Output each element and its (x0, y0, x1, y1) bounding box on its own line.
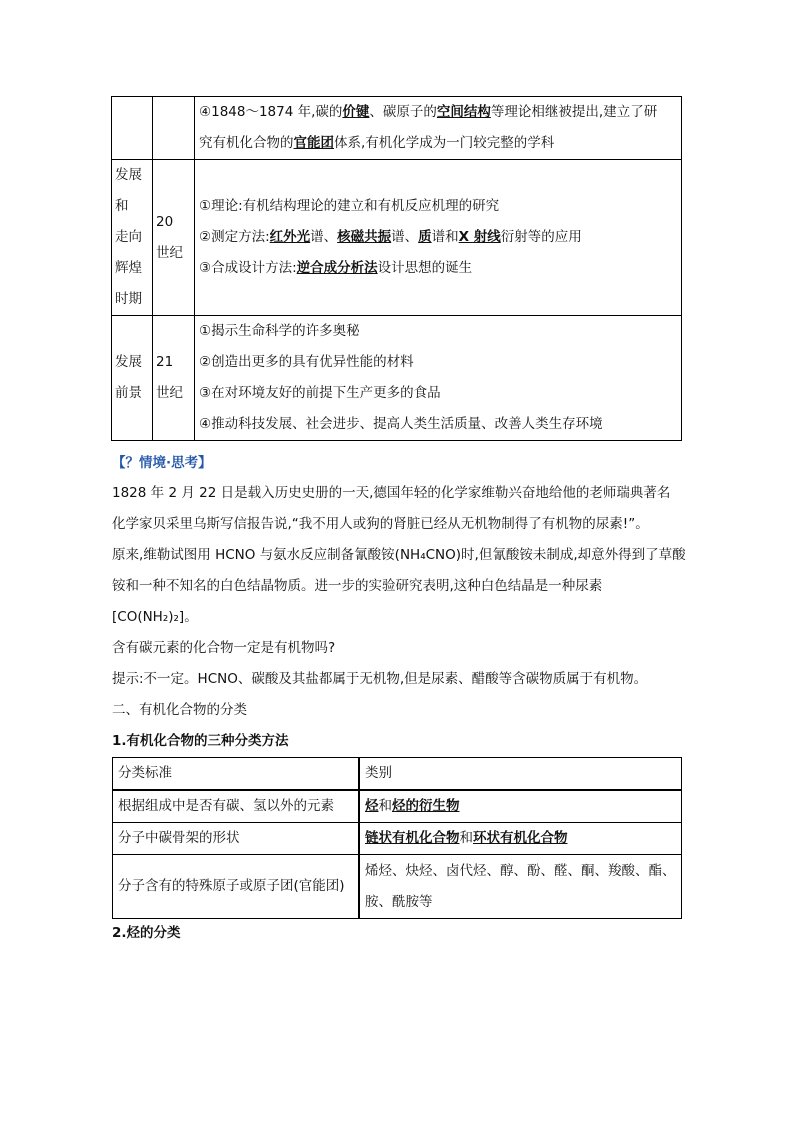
paragraph-line: [CO(NH₂)₂]。 (112, 609, 198, 625)
category-line: 前景 (115, 385, 142, 401)
era-line: 21 (156, 354, 174, 370)
text-segment: 、碳原子的 (369, 104, 437, 120)
table-row (113, 790, 682, 823)
subsection-heading: 2.烃的分类 (112, 925, 181, 941)
rich-line (199, 97, 678, 128)
category-cell (359, 823, 682, 855)
category-line: 烯烃、炔烃、卤代烃、醇、酚、醛、酮、羧酸、酯、 (365, 862, 676, 879)
description-line: ①揭示生命科学的许多奥秘 (199, 323, 360, 339)
criterion-cell: 分子中碳骨架的形状 (113, 823, 360, 855)
scenario-title: 【？情境·思考】 (112, 455, 212, 471)
key-term: 价键 (342, 104, 370, 120)
rich-line (199, 253, 678, 284)
description-line: ③在对环境友好的前提下生产更多的食品 (199, 385, 441, 401)
table-row (112, 316, 682, 441)
history-table (111, 96, 682, 441)
description-cell (195, 160, 682, 316)
description-line: ①理论:有机结构理论的建立和有机反应机理的研究 (199, 198, 500, 214)
text-segment: 究有机化合物的 (199, 135, 294, 151)
text-segment: 和 (459, 830, 473, 846)
question-text: 含有碳元素的化合物一定是有机物吗? (112, 640, 336, 656)
table-row (113, 823, 682, 855)
description-cell (195, 316, 682, 441)
paragraph-line: 原来,维勒试图用 HCNO 与氨水反应制备氰酸铵(NH₄CNO)时,但氰酸铵未制成,却意外得到了草酸 (112, 547, 686, 563)
description-line: ②创造出更多的具有优异性能的材料 (199, 354, 414, 370)
era-cell (153, 160, 195, 316)
table-row (113, 855, 682, 919)
description-line: ④推动科技发展、社会进步、提高人类生活质量、改善人类生存环境 (199, 416, 603, 432)
category-cell (359, 790, 682, 823)
category-cell (112, 97, 153, 160)
category-cell (359, 855, 682, 919)
key-term: 空间结构 (436, 104, 491, 120)
text-segment: 体系,有机化学成为一门较完整的学科 (334, 135, 555, 151)
subsection-heading: 1.有机化合物的三种分类方法 (112, 733, 289, 749)
key-term: 逆合成分析法 (296, 260, 378, 276)
text-segment: 等理论相继被提出,建立了研 (490, 104, 658, 120)
category-line: 时期 (115, 291, 142, 307)
text-segment: ③合成设计方法: (199, 260, 297, 276)
text-segment: 衍射等的应用 (500, 229, 582, 245)
key-term: 烃的衍生物 (392, 798, 460, 814)
rich-line (199, 128, 678, 159)
era-cell (153, 316, 195, 441)
rich-line (199, 222, 678, 253)
header-cell: 分类标准 (113, 758, 360, 791)
era-line: 世纪 (156, 385, 183, 401)
key-term: X 射线 (458, 229, 501, 245)
criterion-cell: 分子含有的特殊原子或原子团(官能团) (113, 855, 360, 919)
era-line: 20 (156, 213, 174, 230)
rich-line (365, 830, 568, 846)
text-segment: ④1848～1874 年,碳的 (199, 104, 343, 120)
text-segment: 和 (378, 798, 392, 814)
key-term: 环状有机化合物 (473, 830, 568, 846)
paragraph-line: 化学家贝采里乌斯写信报告说,“我不用人或狗的肾脏已经从无机物制得了有机物的尿素!”。 (112, 516, 649, 532)
key-term: 红外光 (269, 229, 311, 245)
category-cell (112, 160, 153, 316)
text-segment: 谱、 (391, 229, 419, 245)
category-line: 发展 (115, 354, 142, 370)
category-line: 辉煌 (115, 260, 142, 276)
criterion-cell: 根据组成中是否有碳、氢以外的元素 (113, 790, 360, 823)
key-term: 核磁共振 (337, 229, 392, 245)
text-segment: 设计思想的诞生 (377, 260, 473, 276)
key-term: 链状有机化合物 (365, 830, 460, 846)
table-row (112, 160, 682, 316)
paragraph-line: 铵和一种不知名的白色结晶物质。进一步的实验研究表明,这种白色结晶是一种尿素 (112, 578, 603, 594)
category-cell (112, 316, 153, 441)
category-line: 走向 (115, 229, 142, 245)
key-term: 质 (418, 229, 432, 245)
table-row (112, 97, 682, 160)
era-line: 世纪 (156, 244, 183, 261)
text-segment: ②测定方法: (199, 229, 270, 245)
description-cell (195, 97, 682, 160)
table-header-row (113, 758, 682, 791)
category-line: 发展 (115, 167, 142, 183)
category-line: 胺、酰胺等 (365, 893, 433, 910)
paragraph-line: 1828 年 2 月 22 日是载入历史史册的一天,德国年轻的化学家维勒兴奋地给他的老师瑞典著名 (112, 485, 671, 501)
text-segment: 谱、 (310, 229, 338, 245)
header-cell: 类别 (359, 758, 682, 791)
key-term: 烃 (365, 798, 379, 814)
classification-table (112, 757, 682, 919)
hint-text: 提示:不一定。HCNO、碳酸及其盐都属于无机物,但是尿素、醋酸等含碳物质属于有机物。 (112, 671, 648, 687)
text-segment: 谱和 (431, 229, 459, 245)
key-term: 官能团 (293, 135, 334, 151)
category-line: 和 (115, 198, 129, 214)
rich-line (365, 798, 460, 814)
section-heading: 二、有机化合物的分类 (112, 702, 247, 718)
era-cell (153, 97, 195, 160)
